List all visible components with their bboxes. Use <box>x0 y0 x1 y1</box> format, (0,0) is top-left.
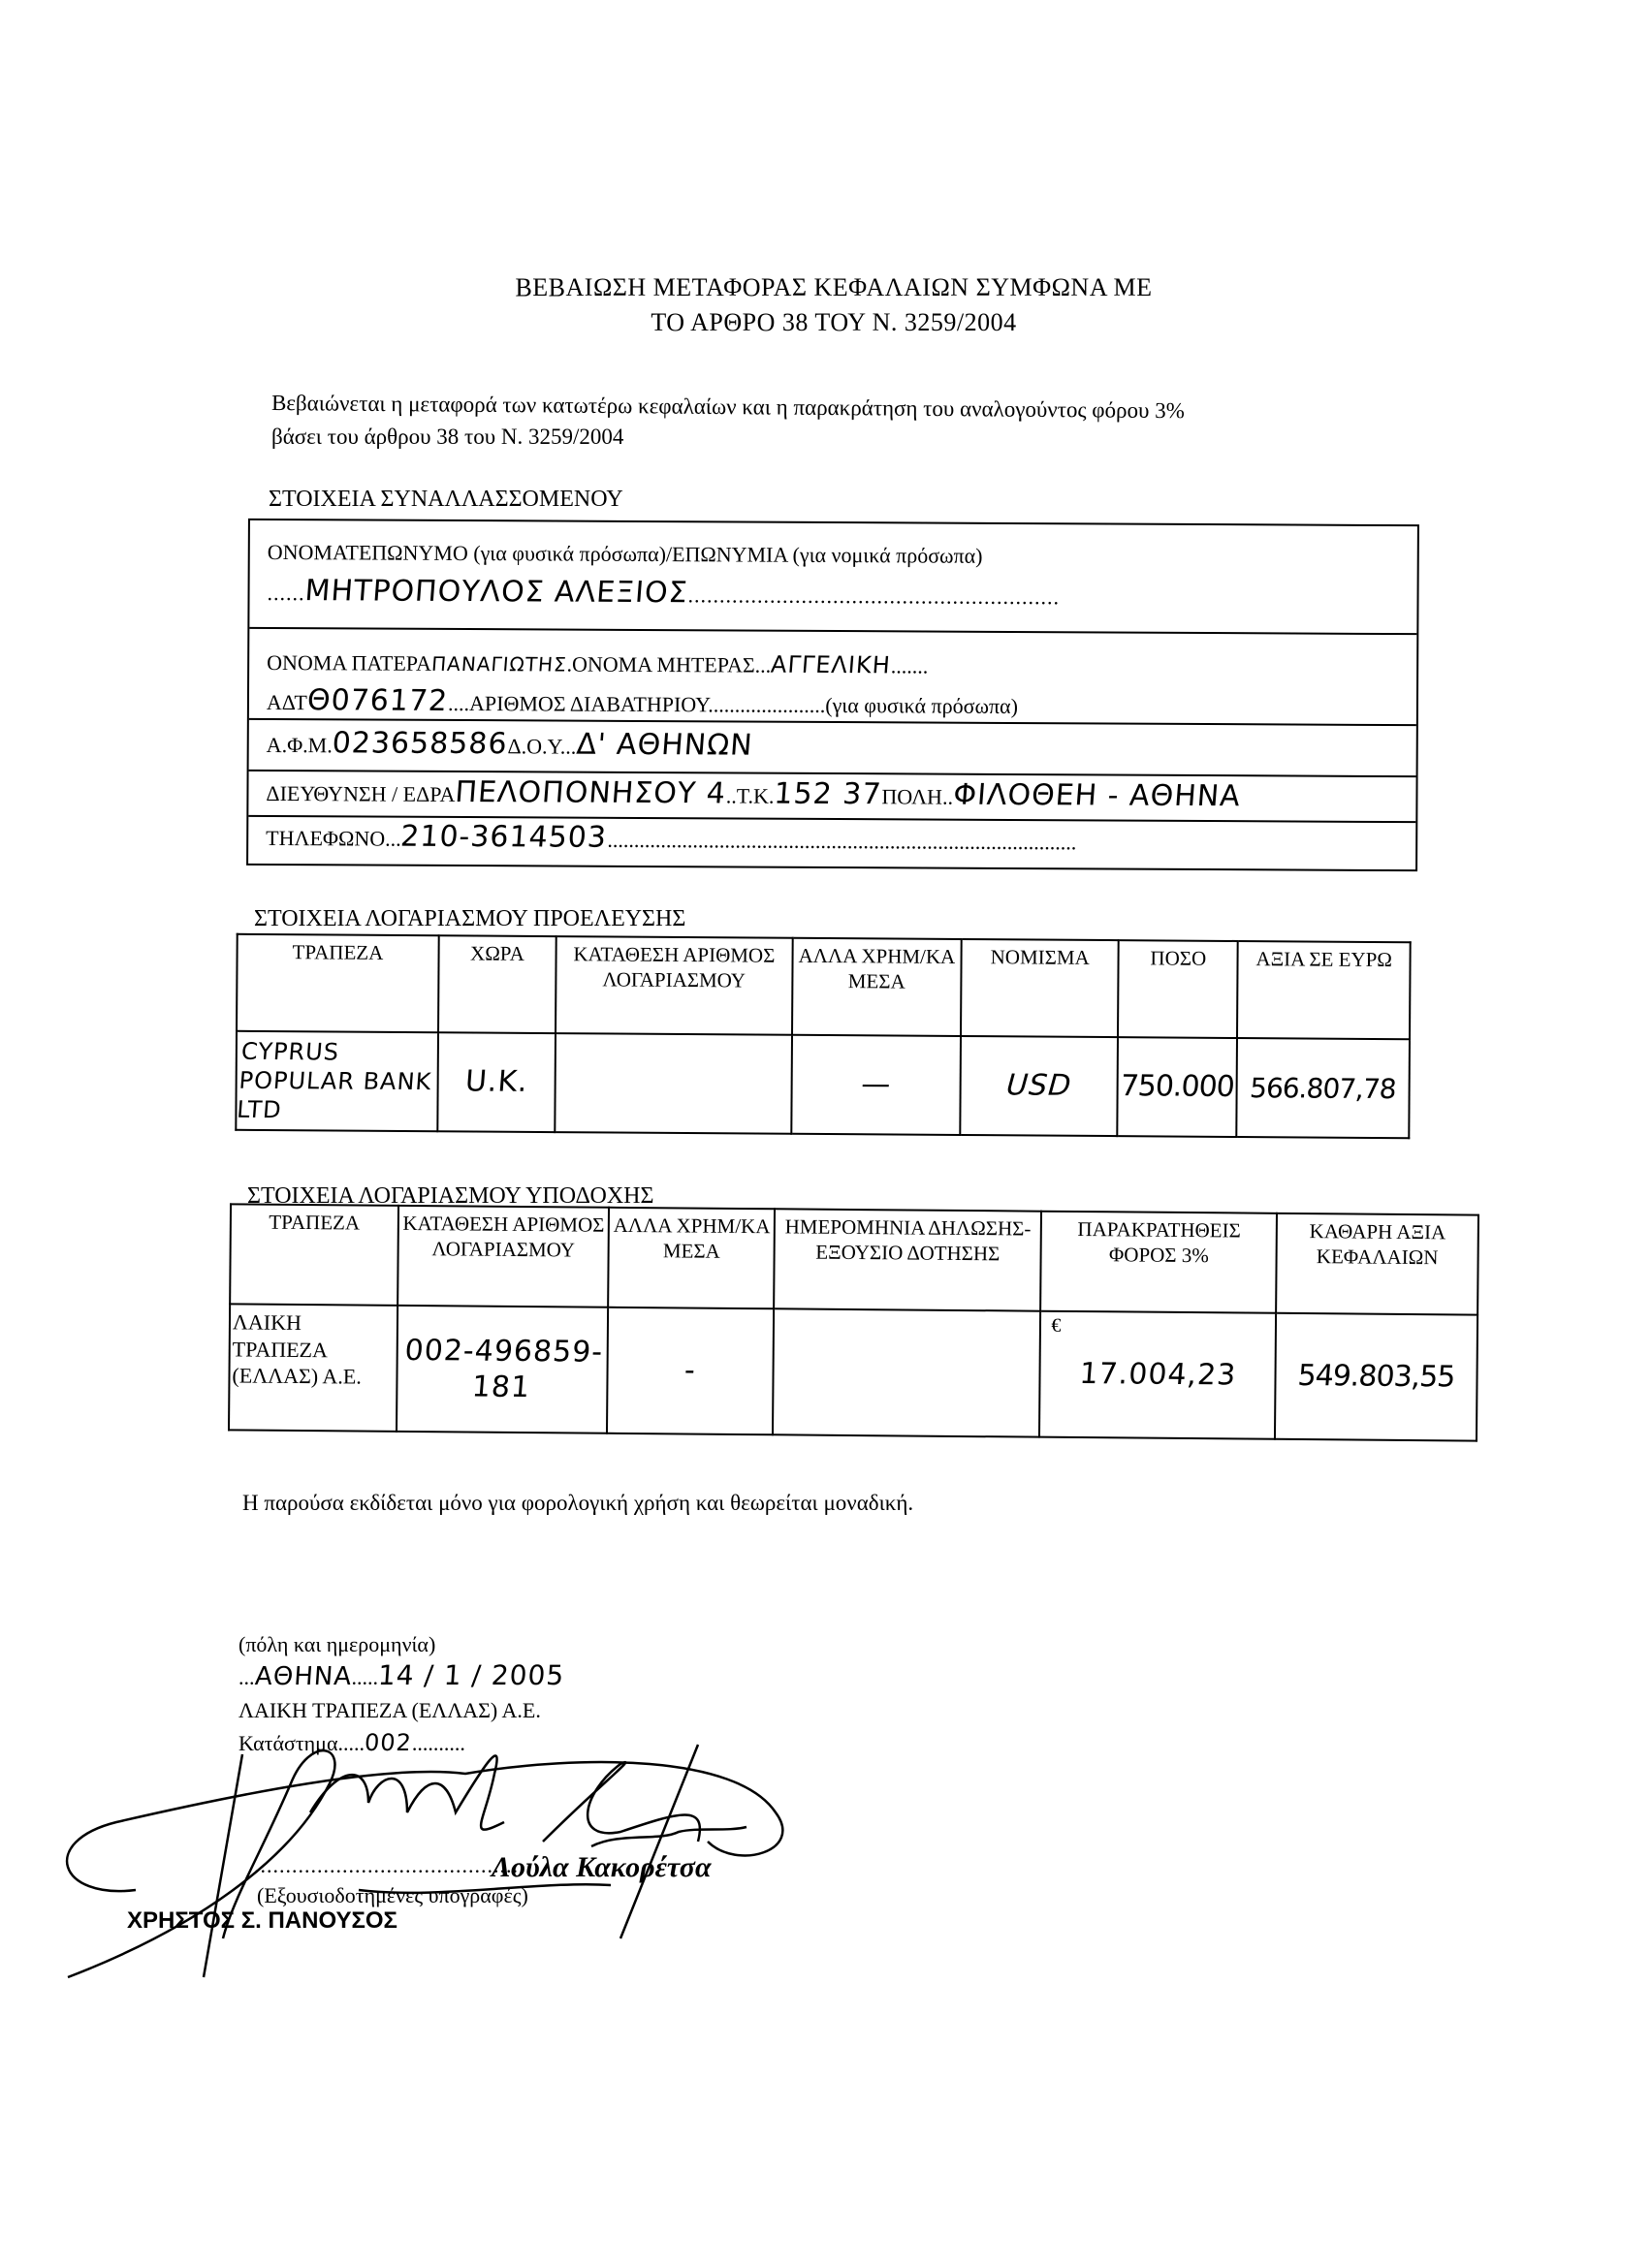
father-label: ΟΝΟΜΑ ΠΑΤΕΡΑ <box>267 649 431 676</box>
phone-value[interactable]: 210-3614503 <box>399 819 609 855</box>
mother-label: ΟΝΟΜΑ ΜΗΤΕΡΑΣ <box>571 651 755 677</box>
origin-bank: CYPRUS POPULAR BANK LTD <box>233 1031 442 1131</box>
doy-label: Δ.Ο.Υ <box>507 734 560 759</box>
origin-header-amount: ΠΟΣΟ <box>1118 940 1238 1038</box>
mother-value[interactable]: ΑΓΓΕΛΙΚΗ <box>770 650 892 679</box>
branch-label: Κατάστημα <box>238 1731 338 1755</box>
afm-value[interactable]: 023658586 <box>331 726 509 762</box>
id-value[interactable]: Θ076172 <box>305 683 450 718</box>
dest-header-net: ΚΑΘΑΡΗ ΑΞΙΑ ΚΕΦΑΛΑΙΩΝ <box>1276 1213 1478 1315</box>
dest-header-tax: ΠΑΡΑΚΡΑΤΗΘΕΙΣ ΦΟΡΟΣ 3% <box>1041 1212 1278 1313</box>
document-title-line1: ΒΕΒΑΙΩΣΗ ΜΕΤΑΦΟΡΑΣ ΚΕΦΑΛΑΙΩΝ ΣΥΜΦΩΝΑ ΜΕ <box>515 273 1153 301</box>
tk-value[interactable]: 152 37 <box>773 776 883 812</box>
city-value[interactable]: ΦΙΛΟΘΕΗ - ΑΘΗΝΑ <box>951 777 1242 814</box>
doy-value[interactable]: Δ' ΑΘΗΝΩΝ <box>574 727 754 763</box>
origin-eur-value: 566.807,78 <box>1233 1038 1414 1138</box>
intro-line2: βάσει του άρθρου 38 του Ν. 3259/2004 <box>271 425 624 449</box>
address-value[interactable]: ΠΕΛΟΠΟΝΗΣΟΥ 4 <box>454 774 728 811</box>
origin-header-account: ΚΑΤΑΘΕΣΗ ΑΡΙΘΜΟΣ ΛΟΓΑΡΙΑΣΜΟΥ <box>556 936 792 1035</box>
issuing-bank: ΛΑΙΚΗ ΤΡΑΠΕΖΑ (ΕΛΛΑΣ) Α.Ε. <box>238 1698 541 1722</box>
origin-amount: 750.000 <box>1114 1037 1241 1137</box>
document-title-line2: ΤΟ ΑΡΘΡΟ 38 ΤΟΥ Ν. 3259/2004 <box>651 308 1017 336</box>
date-value: 14 / 1 / 2005 <box>376 1659 566 1691</box>
dest-account: 002-496859-181 <box>392 1306 613 1433</box>
footer-note: Η παρούσα εκδίδεται μόνο για φορολογική χρήση και θεωρείται μοναδική. <box>242 1491 914 1515</box>
origin-header-currency: ΝΟΜΙΣΜΑ <box>961 939 1119 1037</box>
signature-stroke <box>591 1827 747 1846</box>
dest-net: 549.803,55 <box>1271 1313 1482 1441</box>
dest-tax: 17.004,23 <box>1078 1357 1238 1393</box>
signatory-1: Λούλα Κακορέτσα <box>492 1851 712 1883</box>
origin-country: U.K. <box>433 1032 558 1132</box>
party-box: ΟΝΟΜΑΤΕΠΩΝΥΜΟ (για φυσικά πρόσωπα)/ΕΠΩΝΥΜΙΑ (για νομικά πρόσωπα) ......ΜΗΤΡΟΠΟΥΛΟΣ ΑΛΕΞΙΟΣ........................................................... ΟΝΟΜΑ ΠΑΤΕΡΑΠΑΝΑΓΙΩΤΗΣ.ΟΝΟΜΑ ΜΗΤΕΡΑΣ...ΑΓΓΕΛΙΚΗ....... ΑΔΤΘ076172....ΑΡΙΘΜΟΣ ΔΙΑΒΑΤΗΡΙΟΥ......................(για φυσικά πρόσωπα) Α.Φ.Μ.023658586Δ.Ο.Υ...Δ' ΑΘΗΝΩΝ ΔΙΕΥΘΥΝΣΗ / ΕΔΡΑΠΕΛΟΠΟΝΗΣΟΥ 4..Τ.Κ.152 37ΠΟΛΗ..ΦΙΛΟΘΕΗ - ΑΘΗΝΑ ΤΗΛΕΦΩΝΟ...210-3614503........................................................................................ <box>246 519 1419 871</box>
dest-bank: ΛΑΙΚΗ ΤΡΑΠΕΖΑ (ΕΛΛΑΣ) Α.Ε. <box>229 1304 397 1432</box>
intro-line1: Βεβαιώνεται η μεταφορά των κατωτέρω κεφαλαίων και η παρακράτηση του αναλογούντος φόρου 3% <box>270 391 1185 424</box>
dest-header-date: ΗΜΕΡΟΜΗΝΙΑ ΔΗΛΩΣΗΣ-ΕΞΟΥΣΙΟ ΔΟΤΗΣΗΣ <box>774 1209 1041 1310</box>
signature-stroke <box>204 1754 242 1977</box>
origin-header-bank: ΤΡΑΠΕΖΑ <box>237 934 438 1032</box>
name-label: ΟΝΟΜΑΤΕΠΩΝΥΜΟ (για φυσικά πρόσωπα)/ΕΠΩΝΥΜΙΑ (για νομικά πρόσωπα) <box>267 539 983 568</box>
dest-header-account: ΚΑΤΑΘΕΣΗ ΑΡΙΘΜΟΣ ΛΟΓΑΡΙΑΣΜΟΥ <box>397 1206 610 1307</box>
origin-header-country: ΧΩΡΑ <box>438 935 556 1033</box>
signatory-2: ΧΡΗΣΤΟΣ Σ. ΠΑΝΟΥΣΟΣ <box>127 1907 397 1934</box>
origin-header-other: ΑΛΛΑ ΧΡΗΜ/ΚΑ ΜΕΣΑ <box>792 938 962 1036</box>
dest-other: - <box>603 1307 778 1434</box>
id-label: ΑΔΤ <box>266 689 307 715</box>
afm-label: Α.Φ.Μ. <box>266 732 333 758</box>
phone-label: ΤΗΛΕΦΩΝΟ <box>266 825 386 851</box>
dest-heading: ΣΤΟΙΧΕΙΑ ΛΟΓΑΡΙΑΣΜΟΥ ΥΠΟΔΟΧΗΣ <box>247 1183 654 1209</box>
origin-currency: USD <box>957 1036 1122 1136</box>
signature-stroke <box>359 1884 611 1893</box>
place-date-label: (πόλη και ημερομηνία) <box>238 1632 436 1656</box>
signatures-label: (Εξουσιοδοτημένες υπογραφές) <box>257 1883 528 1907</box>
origin-heading: ΣΤΟΙΧΕΙΑ ΛΟΓΑΡΙΑΣΜΟΥ ΠΡΟΕΛΕΥΣΗΣ <box>254 906 686 931</box>
name-value[interactable]: ΜΗΤΡΟΠΟΥΛΟΣ ΑΛΕΞΙΟΣ <box>303 574 689 611</box>
passport-label: ΑΡΙΘΜΟΣ ΔΙΑΒΑΤΗΡΙΟΥ <box>468 691 709 717</box>
origin-other: — <box>787 1035 964 1135</box>
tk-label: Τ.Κ. <box>736 783 775 808</box>
signature-stroke <box>620 1745 698 1938</box>
city-label: ΠΟΛΗ <box>881 784 943 809</box>
address-label: ΔΙΕΥΘΥΝΣΗ / ΕΔΡΑ <box>266 780 456 806</box>
origin-header-eur: ΑΞΙΑ ΣΕ ΕΥΡΩ <box>1237 941 1410 1039</box>
father-value[interactable]: ΠΑΝΑΓΙΩΤΗΣ <box>430 651 568 677</box>
passport-note: (για φυσικά πρόσωπα) <box>825 692 1019 718</box>
signature-stroke <box>310 1755 504 1829</box>
signature-stroke <box>67 1762 782 1891</box>
dest-header-other: ΑΛΛΑ ΧΡΗΜ/ΚΑ ΜΕΣΑ <box>609 1208 775 1308</box>
branch-value: 002 <box>364 1729 413 1756</box>
party-heading: ΣΤΟΙΧΕΙΑ ΣΥΝΑΛΛΑΣΣΟΜΕΝΟΥ <box>269 487 623 512</box>
euro-mark: € <box>1051 1314 1062 1337</box>
dest-header-bank: ΤΡΑΠΕΖΑ <box>230 1204 398 1306</box>
place-value: ΑΘΗΝΑ <box>253 1662 353 1691</box>
